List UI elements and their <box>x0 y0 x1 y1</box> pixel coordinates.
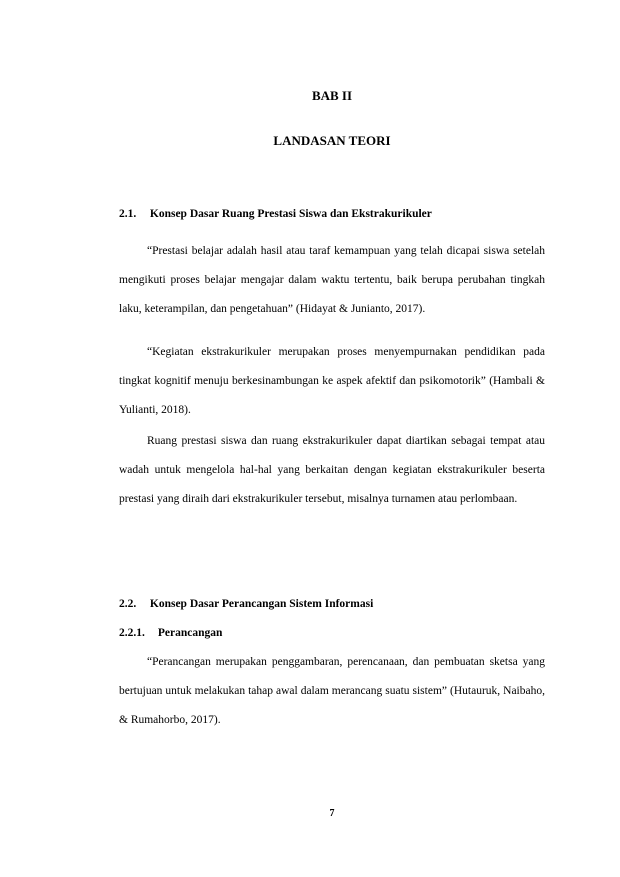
section-title: Konsep Dasar Perancangan Sistem Informasi <box>149 598 374 610</box>
subsection-heading-2-2-1 <box>119 627 222 639</box>
paragraph-perancangan: “Perancangan merupakan penggambaran, perencanaan, dan pembuatan sketsa yang bertujuan untuk melakukan tahap awal dalam merancang suatu sistem” (Hutauruk, Naibaho, & Rumahorbo, 2017). <box>119 656 545 726</box>
subsection-number: 2.2.1. <box>119 627 145 639</box>
paragraph-ruang-prestasi: Ruang prestasi siswa dan ruang ekstrakurikuler dapat diartikan sebagai tempat atau wadah untuk mengelola hal-hal yang berkaitan dengan kegiatan ekstrakurikuler beserta prestasi yang diraih dari ekstrakurikuler tersebut, misalnya turnamen atau perlombaan. <box>119 435 545 505</box>
chapter-title: LANDASAN TEORI <box>273 133 391 148</box>
section-number: 2.2. <box>119 598 137 610</box>
section-title: Konsep Dasar Ruang Prestasi Siswa dan Ekstrakurikuler <box>149 208 432 220</box>
chapter-number: BAB II <box>311 88 353 103</box>
section-heading-2-2 <box>119 598 373 610</box>
paragraph-kegiatan-ekstrakurikuler: “Kegiatan ekstrakurikuler merupakan proses menyempurnakan pendidikan pada tingkat kognitif menuju berkesinambungan ke aspek afektif dan psikomotorik” (Hambali & Yulianti, 2018). <box>119 346 545 416</box>
subsection-title: Perancangan <box>157 627 223 639</box>
paragraph-prestasi-belajar: “Prestasi belajar adalah hasil atau taraf kemampuan yang telah dicapai siswa setelah mengikuti proses belajar mengajar dalam waktu tertentu, baik berupa perubahan tingkah laku, keterampilan, dan pengetahuan” (Hidayat & Junianto, 2017). <box>119 245 545 315</box>
page-number: 7 <box>329 808 335 819</box>
section-heading-2-1 <box>119 208 432 220</box>
section-number: 2.1. <box>119 208 137 220</box>
